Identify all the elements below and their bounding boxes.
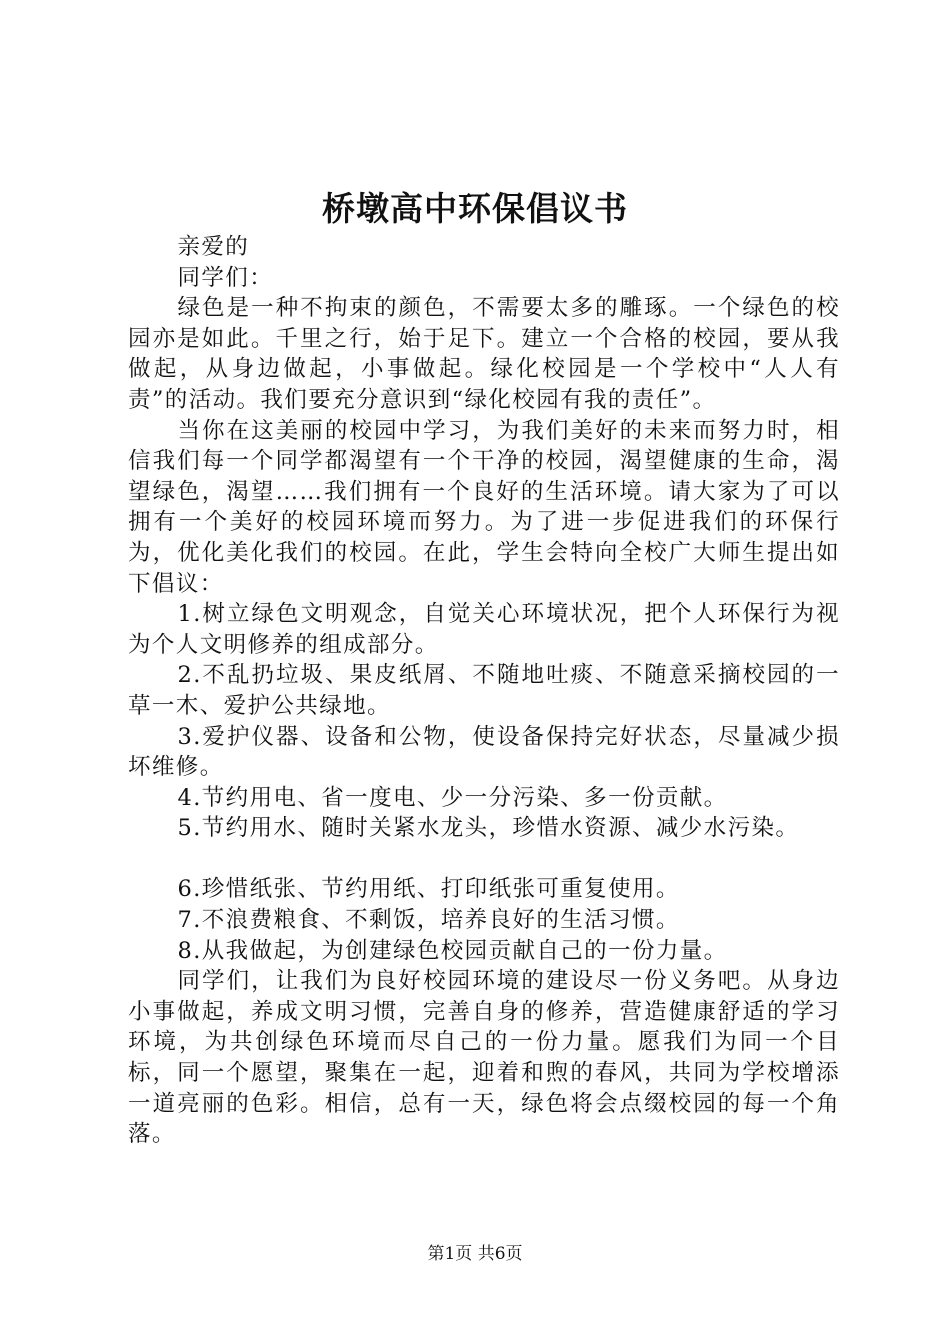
proposal-item-1: 1.树立绿色文明观念，自觉关心环境状况，把个人环保行为视为个人文明修养的组成部分。 [128,601,840,658]
salutation-line-1: 亲爱的 [177,234,250,260]
document-body [128,232,840,1150]
proposal-item-2: 2.不乱扔垃圾、果皮纸屑、不随地吐痰、不随意采摘校园的一草一木、爱护公共绿地。 [128,662,840,719]
proposal-item-7: 7.不浪费粮食、不剩饭，培养良好的生活习惯。 [177,907,680,934]
proposal-item-8: 8.从我做起，为创建绿色校园贡献自己的一份力量。 [177,937,728,964]
proposal-item-6: 6.珍惜纸张、节约用纸、打印纸张可重复使用。 [177,876,680,903]
proposal-item-4: 4.节约用电、省一度电、少一分污染、多一份贡献。 [177,784,728,811]
document-title: 桥墩高中环保倡议书 [322,189,628,228]
page-number-footer: 第1页 共6页 [427,1244,523,1264]
salutation-line-2: 同学们： [177,264,274,291]
proposal-item-3: 3.爱护仪器、设备和公物，使设备保持完好状态，尽量减少损坏维修。 [128,723,840,781]
proposal-item-5: 5.节约用水、随时关紧水龙头，珍惜水资源、减少水污染。 [177,815,800,842]
intro-paragraph: 绿色是一种不拘束的颜色，不需要太多的雕琢。一个绿色的校园亦是如此。千里之行，始于足下。建立一个合格的校园，要从我做起，从身边做起，小事做起。绿化校园是一个学校中“人人有责”的活动。我们要充分意识到“绿化校园有我的责任”。 [128,295,840,413]
context-paragraph: 当你在这美丽的校园中学习，为我们美好的未来而努力时，相信我们每一个同学都渴望有一个干净的校园，渴望健康的生命，渴望绿色，渴望……我们拥有一个良好的生活环境。请大家为了可以拥有一个美好的校园环境而努力。为了进一步促进我们的环保行为，优化美化我们的校园。在此，学生会特向全校广大师生提出如下倡议： [128,417,840,597]
closing-paragraph: 同学们，让我们为良好校园环境的建设尽一份义务吧。从身边小事做起，养成文明习惯，完善自身的修养，营造健康舒适的学习环境，为共创绿色环境而尽自己的一份力量。愿我们为同一个目标，同一个愿望，聚集在一起，迎着和煦的春风，共同为学校增添一道亮丽的色彩。相信，总有一天，绿色将会点缀校园的每一个角落。 [128,968,840,1148]
